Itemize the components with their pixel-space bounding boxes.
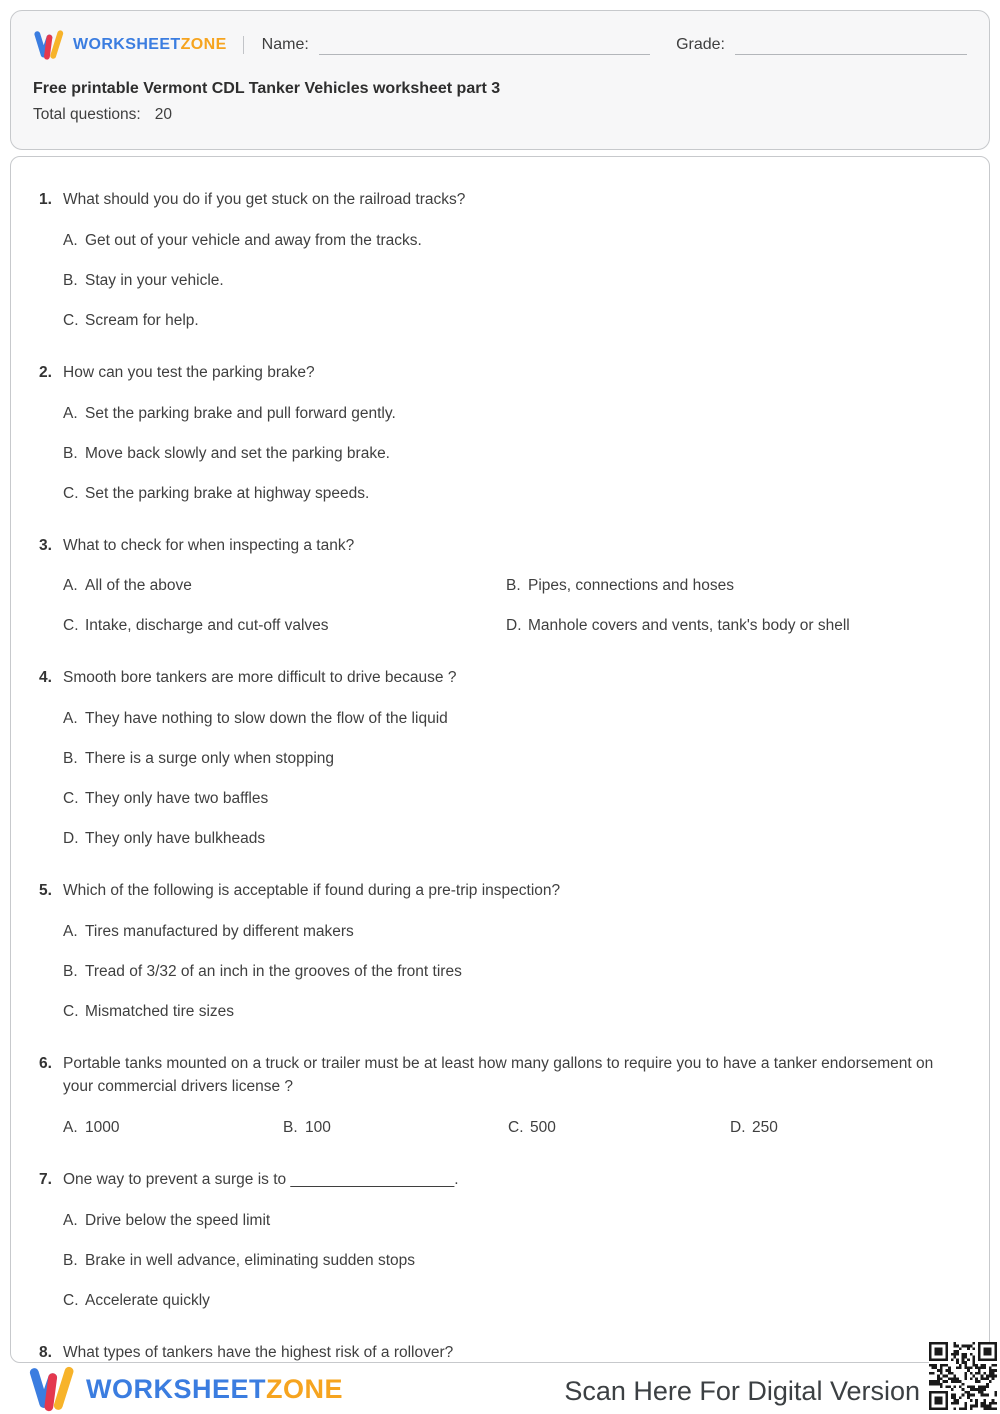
question-line [39,1341,959,1363]
option-text: Tread of 3/32 of an inch in the grooves of the front tires [85,963,462,980]
options-list [63,922,959,1022]
name-write-line [319,36,650,55]
option-text: Mismatched tire sizes [85,1003,235,1020]
option-letter: B. [63,963,78,980]
option-item [63,922,959,942]
option-item [63,1211,959,1231]
option-letter: C. [63,485,79,502]
option-text: 250 [752,1119,778,1136]
qr-code-image [929,1342,997,1410]
question-line [39,1168,959,1191]
option-text: They only have two baffles [85,790,269,807]
option-letter: D. [63,830,79,847]
vertical-separator [243,36,244,54]
option-text: Stay in your vehicle. [85,272,224,289]
option-item [63,1291,959,1311]
option-item [63,576,506,596]
question-line [39,1052,959,1098]
footer-logo-word-worksheet: WORKSHEET [86,1373,266,1404]
option-item [283,1118,508,1138]
worksheetzone-logo-icon [33,30,65,60]
option-letter: A. [63,577,78,594]
option-letter: C. [63,790,79,807]
question-item [39,879,959,1022]
question-number: 4. [39,669,52,686]
question-text: What should you do if you get stuck on the railroad tracks? [63,191,466,208]
option-letter: C. [508,1119,524,1136]
question-number: 6. [39,1055,52,1072]
options-list [63,709,959,849]
question-item [39,1341,959,1363]
question-text: How can you test the parking brake? [63,364,315,381]
option-item [63,311,959,331]
question-line [39,666,959,689]
total-questions-value: 20 [154,106,172,123]
option-item [63,484,959,504]
option-item [63,709,959,729]
option-text: There is a surge only when stopping [85,750,335,767]
question-item [39,1052,959,1138]
option-letter: C. [63,1292,79,1309]
option-item [63,404,959,424]
option-letter: A. [63,405,78,422]
option-text: Brake in well advance, eliminating sudden stops [85,1252,415,1269]
option-letter: A. [63,232,78,249]
scan-here-text: Scan Here For Digital Version [564,1376,920,1406]
option-text: 1000 [85,1119,120,1136]
option-text: Intake, discharge and cut-off valves [85,617,329,634]
option-text: Set the parking brake at highway speeds. [85,485,370,502]
question-item [39,666,959,849]
option-letter: B. [63,272,78,289]
option-text: Scream for help. [85,312,199,329]
question-item [39,361,959,504]
header-row [33,28,967,62]
option-text: Tires manufactured by different makers [85,923,354,940]
option-text: Accelerate quickly [85,1292,210,1309]
question-item [39,188,959,331]
option-letter: C. [63,1003,79,1020]
option-text: All of the above [85,577,192,594]
question-line [39,534,959,557]
option-text: They only have bulkheads [85,830,266,847]
footer-logo-word-zone: ZONE [266,1373,344,1404]
total-questions-label: Total questions: [33,106,141,123]
option-letter: C. [63,617,79,634]
question-line [39,361,959,384]
question-number: 7. [39,1171,52,1188]
option-item [63,1002,959,1022]
option-letter: D. [506,617,522,634]
option-item [63,829,959,849]
option-item [63,749,959,769]
question-number: 5. [39,882,52,899]
option-letter: B. [63,750,78,767]
options-list [63,1211,959,1311]
option-letter: B. [63,445,78,462]
qr-code [929,1342,997,1410]
question-number: 8. [39,1344,52,1361]
option-item [63,962,959,982]
question-item [39,534,959,636]
option-letter: A. [63,710,78,727]
option-item [63,1251,959,1271]
question-number: 2. [39,364,52,381]
question-number: 3. [39,537,52,554]
option-item [63,444,959,464]
question-text: Portable tanks mounted on a truck or trailer must be at least how many gallons to require you to have a tanker endorsement on your commercial drivers license ? [63,1055,934,1095]
option-text: Set the parking brake and pull forward gently. [85,405,396,422]
question-text: One way to prevent a surge is to ___________________. [63,1171,459,1188]
option-letter: D. [730,1119,746,1136]
header-card [10,10,990,150]
options-list [63,404,959,504]
question-text: Smooth bore tankers are more difficult to drive because ? [63,669,457,686]
options-list [63,1118,959,1138]
logo-word-worksheet: WORKSHEET [73,36,181,53]
page-title: Free printable Vermont CDL Tanker Vehicles worksheet part 3 [33,80,501,97]
option-item [730,1118,959,1138]
option-item [63,616,506,636]
question-number: 1. [39,191,52,208]
option-item [63,271,959,291]
question-text: What to check for when inspecting a tank? [63,537,355,554]
footer-worksheetzone-logo [28,1366,343,1412]
option-letter: C. [63,312,79,329]
footer-logo-wordmark [86,1374,343,1405]
option-item [508,1118,730,1138]
grade-label: Grade: [676,36,725,53]
option-letter: B. [63,1252,78,1269]
option-text: Manhole covers and vents, tank's body or shell [528,617,850,634]
option-item [506,616,959,636]
question-text: Which of the following is acceptable if found during a pre-trip inspection? [63,882,561,899]
option-text: Move back slowly and set the parking brake. [85,445,390,462]
option-text: 500 [530,1119,556,1136]
question-item [39,1168,959,1311]
name-label: Name: [261,36,309,53]
grade-write-line [735,36,967,55]
option-text: They have nothing to slow down the flow of the liquid [85,710,448,727]
question-line [39,879,959,902]
total-questions [33,106,967,124]
option-text: 100 [305,1119,331,1136]
option-item [63,231,959,251]
option-item [506,576,959,596]
option-letter: A. [63,923,78,940]
option-text: Pipes, connections and hoses [528,577,734,594]
option-item [63,789,959,809]
options-list [63,231,959,331]
options-list [63,576,959,636]
question-text: What types of tankers have the highest risk of a rollover? [63,1344,454,1361]
option-item [63,1118,283,1138]
questions-card [10,156,990,1363]
option-letter: A. [63,1212,78,1229]
logo-wordmark [73,36,227,54]
worksheetzone-logo [33,30,227,60]
option-text: Get out of your vehicle and away from the tracks. [85,232,422,249]
option-letter: B. [283,1119,298,1136]
question-line [39,188,959,211]
option-text: Drive below the speed limit [85,1212,271,1229]
footer-worksheetzone-logo-icon [28,1366,76,1412]
logo-word-zone: ZONE [180,36,227,53]
option-letter: A. [63,1119,78,1136]
option-letter: B. [506,577,521,594]
